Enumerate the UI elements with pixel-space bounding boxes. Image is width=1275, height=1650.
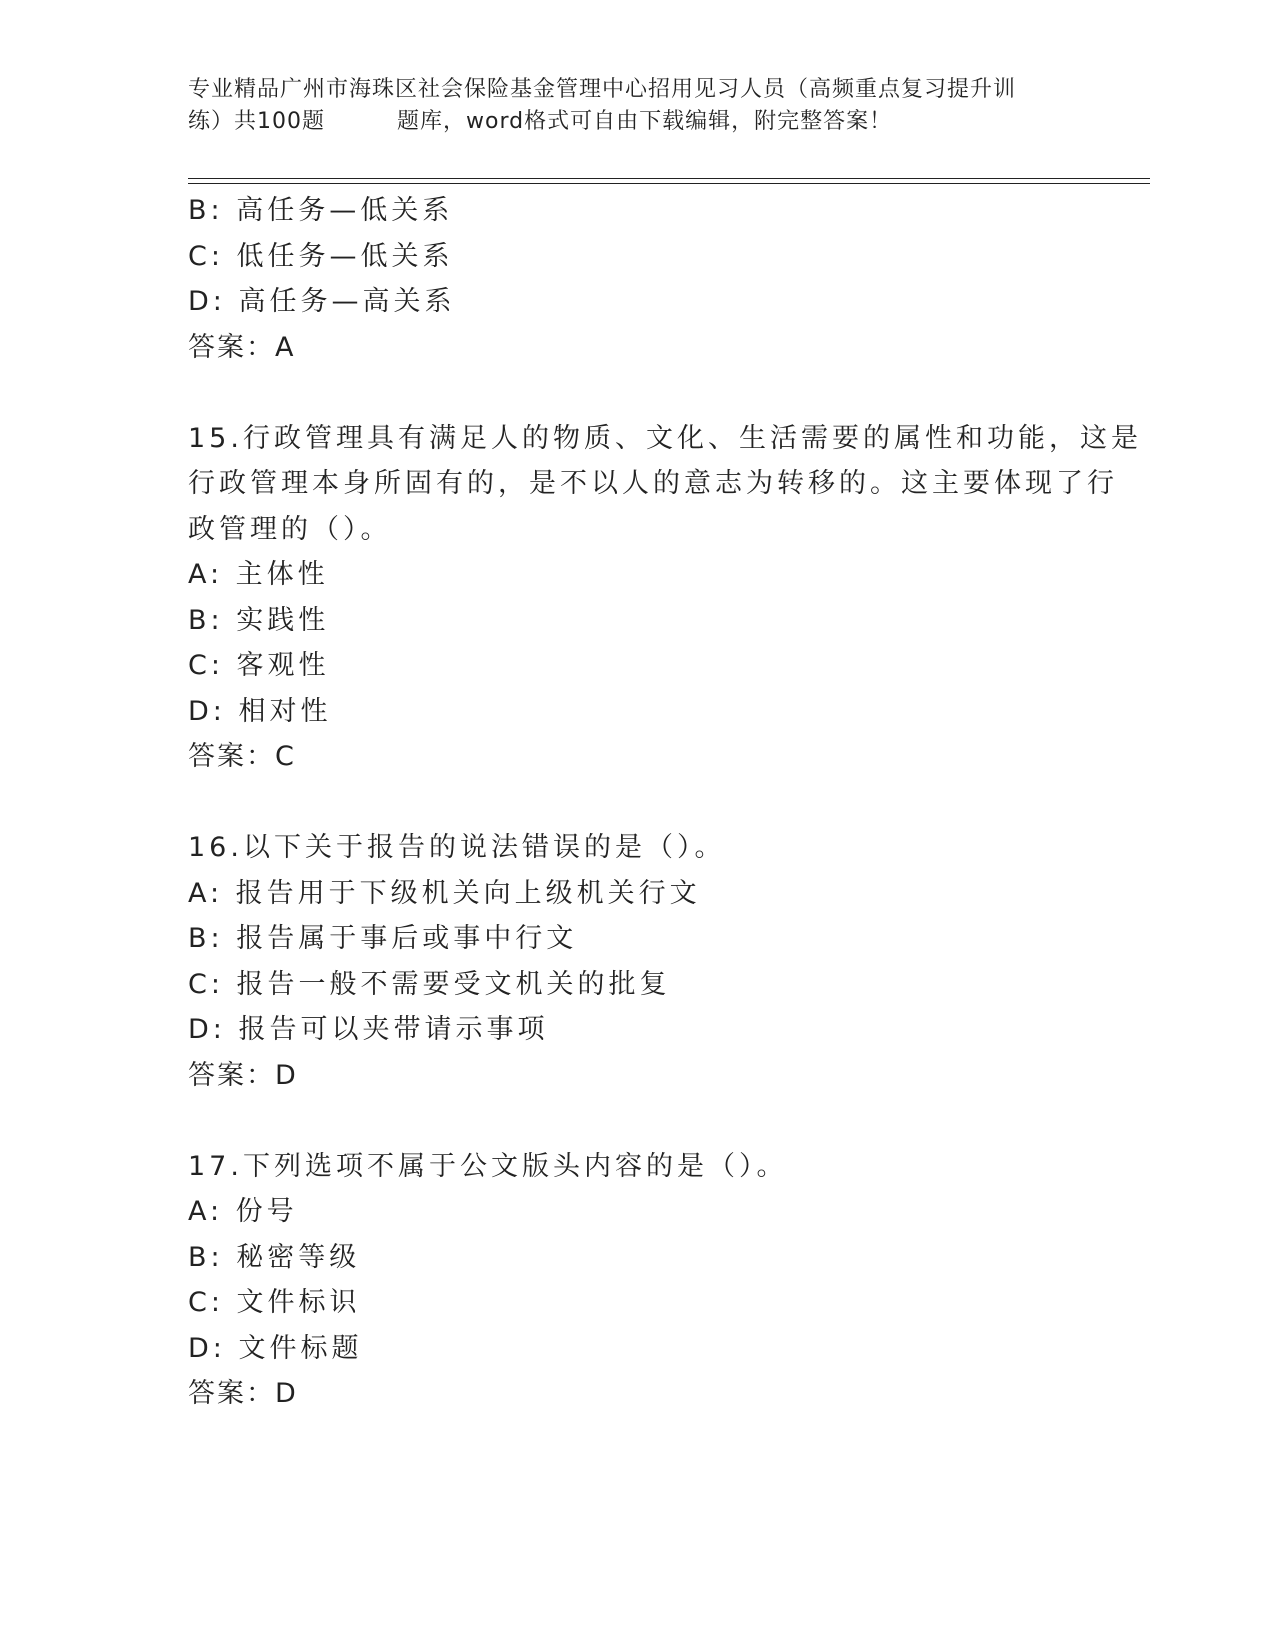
option-c: C: 客观性 xyxy=(188,650,330,681)
option-a: A: 份号 xyxy=(188,1196,298,1227)
option-d: D: 相对性 xyxy=(188,695,332,727)
header-title-line-2-part-b: 题库，word格式可自由下载编辑，附完整答案！ xyxy=(397,109,893,134)
question-14 xyxy=(188,188,1088,370)
question-stem-line-2: 行政管理本身所固有的，是不以人的意志为转移的。这主要体现了行 xyxy=(188,468,1118,499)
option-b: B: 高任务—低关系 xyxy=(188,195,454,226)
option-b: B: 秘密等级 xyxy=(188,1241,361,1273)
option-c: C: 文件标识 xyxy=(188,1287,361,1318)
question-15 xyxy=(188,416,1142,780)
question-gap xyxy=(188,780,1088,826)
answer-line: 答案：D xyxy=(188,1378,298,1409)
question-gap xyxy=(188,1098,1088,1144)
answer-line: 答案：D xyxy=(188,1059,298,1091)
option-b: B: 实践性 xyxy=(188,604,330,636)
answer-line: 答案：A xyxy=(188,331,296,363)
header-title-line-1: 专业精品广州市海珠区社会保险基金管理中心招用见习人员（高频重点复习提升训 xyxy=(188,77,1017,102)
header-divider-bottom xyxy=(188,183,1150,184)
header-title-line-2-part-a: 练）共100题 xyxy=(188,109,325,134)
option-d: D: 高任务—高关系 xyxy=(188,286,456,317)
question-stem-line-3: 政管理的（）。 xyxy=(188,513,392,545)
question-16 xyxy=(188,825,1088,1098)
question-list xyxy=(188,188,1142,1417)
question-gap xyxy=(188,370,1088,416)
question-stem-line-1: 17.下列选项不属于公文版头内容的是（）。 xyxy=(188,1150,788,1182)
question-17 xyxy=(188,1144,1088,1417)
option-c: C: 低任务—低关系 xyxy=(188,240,454,272)
header-divider-top xyxy=(188,178,1150,179)
question-stem-line-1: 15.行政管理具有满足人的物质、文化、生活需要的属性和功能，这是 xyxy=(188,422,1142,454)
option-a: A: 主体性 xyxy=(188,559,329,590)
answer-line: 答案：C xyxy=(188,741,296,772)
option-c: C: 报告一般不需要受文机关的批复 xyxy=(188,968,671,1000)
document-header xyxy=(188,74,1088,138)
option-d: D: 报告可以夹带请示事项 xyxy=(188,1014,549,1045)
option-b: B: 报告属于事后或事中行文 xyxy=(188,923,578,954)
question-stem-line-1: 16.以下关于报告的说法错误的是（）。 xyxy=(188,832,726,863)
option-d: D: 文件标题 xyxy=(188,1332,363,1364)
header-title-line-2 xyxy=(188,106,1088,138)
option-a: A: 报告用于下级机关向上级机关行文 xyxy=(188,877,701,909)
